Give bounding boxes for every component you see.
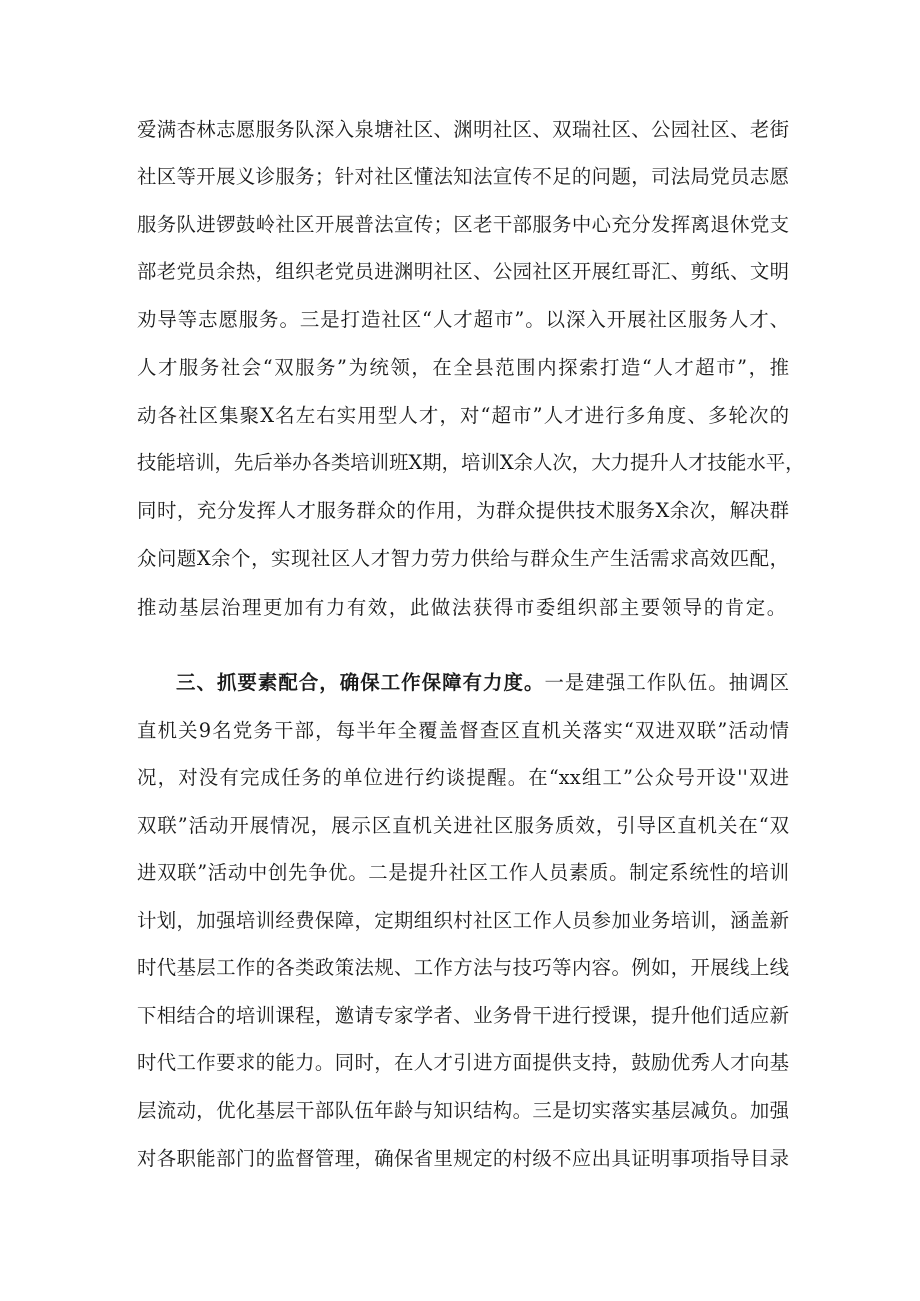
text-line: 推动基层治理更加有力有效，此做法获得市委组织部主要领导的肯定。 [137,596,788,619]
text-run: 一是建强工作队伍。抽调区 [544,671,790,694]
section-heading: 三、抓要素配合，确保工作保障有力度。 [176,671,545,694]
text-line: 劝导等志愿服务。三是打造社区“人才超市”。以深入开展社区服务人才、 [137,308,789,331]
text-line: 计划，加强培训经费保障，定期组织村社区工作人员参加业务培训，涵盖新 [137,909,789,932]
text-line: 技能培训，先后举办各类培训班X期，培训X余人次，大力提升人才技能水平， [137,451,805,474]
text-line: 双联”活动开展情况，展示区直机关进社区服务质效，引导区直机关在“双 [137,814,789,837]
text-line: 社区等开展义诊服务；针对社区懂法知法宣传不足的问题，司法局党员志愿 [137,165,789,188]
text-line: 进双联”活动中创先争优。二是提升社区工作人员素质。制定系统性的培训 [137,861,789,884]
text-line: 同时，充分发挥人才服务群众的作用，为群众提供技术服务X余次，解决群 [137,499,789,522]
text-line: 部老党员余热，组织老党员进渊明社区、公园社区开展红哥汇、剪纸、文明 [137,260,789,283]
text-line: 时代基层工作的各类政策法规、工作方法与技巧等内容。例如，开展线上线 [137,956,789,979]
text-line: 服务队进锣鼓岭社区开展普法宣传；区老干部服务中心充分发挥离退休党支 [137,213,789,236]
text-line: 爱满杏林志愿服务队深入泉塘社区、渊明社区、双瑞社区、公园社区、老街 [137,118,789,141]
text-line: 动各社区集聚X名左右实用型人才，对“超市”人才进行多角度、多轮次的 [137,404,789,427]
text-line: 对各职能部门的监督管理，确保省里规定的村级不应出具证明事项指导目录 [137,1147,789,1170]
text-line: 人才服务社会“双服务”为统领，在全县范围内探索打造“人才超市”，推 [137,356,789,379]
text-line: 下相结合的培训课程，邀请专家学者、业务骨干进行授课，提升他们适应新 [137,1004,789,1027]
text-line: 况，对没有完成任务的单位进行约谈提醒。在“xx组工”公众号开设''双进 [137,766,789,789]
text-line: 层流动，优化基层干部队伍年龄与知识结构。三是切实落实基层减负。加强 [137,1099,789,1122]
text-line: 时代工作要求的能力。同时，在人才引进方面提供支持，鼓励优秀人才向基 [137,1051,789,1074]
text-line: 众问题X余个，实现社区人才智力劳力供给与群众生产生活需求高效匹配， [137,547,789,570]
text-line-first [176,663,789,703]
text-line: 直机关9名党务干部，每半年全覆盖督查区直机关落实“双进双联”活动情 [137,719,789,742]
